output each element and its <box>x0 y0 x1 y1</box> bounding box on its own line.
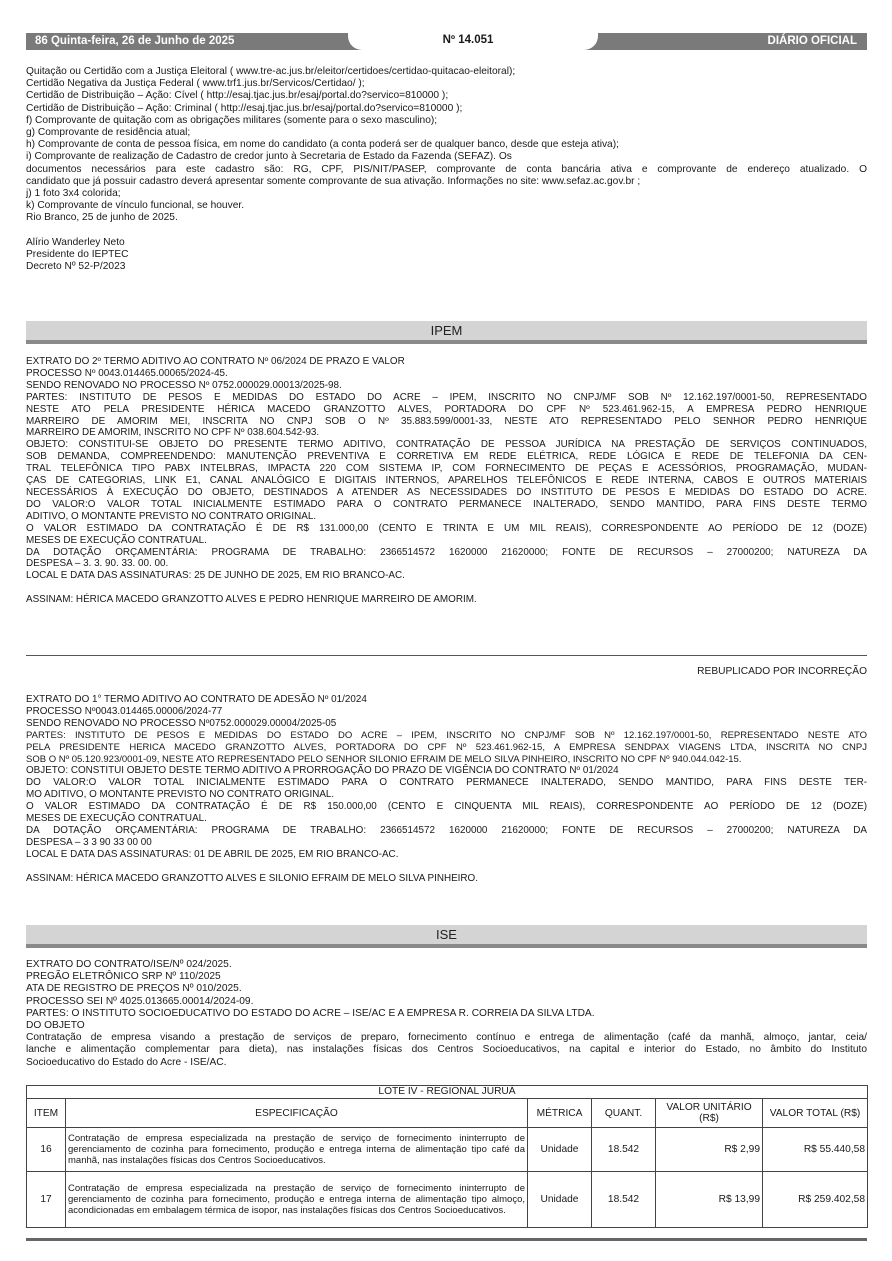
text-line: PREGÃO ELETRÔNICO SRP Nº 110/2025 <box>26 971 221 983</box>
text-line: documentos necessários para este cadastro são: RG, CPF, PIS/NIT/PASEP, comprovante de conta bancária ativa e comprovante de endereço atualizado. O <box>26 163 867 175</box>
text-line: LOCAL E DATA DAS ASSINATURAS: 01 DE ABRIL DE 2025, EM RIO BRANCO-AC. <box>26 848 399 860</box>
text-line: DO VALOR:O VALOR TOTAL INICIALMENTE ESTIMADO PARA O CONTRATO PERMANECE INALTERADO, SENDO MANTIDO, PARA FINS DESTE TER- <box>26 777 867 789</box>
journal-name: DIÁRIO OFICIAL <box>767 35 857 47</box>
text-line: PARTES: INSTITUTO DE PESOS E MEDIDAS DO ESTADO DO ACRE – IPEM, INSCRITO NO CNPJ/MF SOB Nº 12.162.197/0001-50, REPRESENTADO <box>26 391 867 403</box>
text-line: OBJETO: CONSTITUI-SE OBJETO DO PRESENTE TERMO ADITIVO, CONTRATAÇÃO DE PESSOA JURÍDICA NA PRESTAÇÃO DE SERVIÇOS CONTINUADOS, <box>26 439 867 451</box>
text-line: EXTRATO DO 2º TERMO ADITIVO AO CONTRATO Nº 06/2024 DE PRAZO E VALOR <box>26 356 405 367</box>
cell-item: 17 <box>27 1172 66 1228</box>
text-line: DA DOTAÇÃO ORÇAMENTÁRIA: PROGRAMA DE TRABALHO: 2366514572 1620000 21620000; FONTE DE RECURSOS – 27000200; NATUREZA DA <box>26 546 867 558</box>
text-line: g) Comprovante de residência atual; <box>26 127 191 139</box>
cell-metric: Unidade <box>528 1128 592 1172</box>
cell-total-value: R$ 259.402,58 <box>763 1172 868 1228</box>
page-header <box>26 33 867 50</box>
header-metric: MÉTRICA <box>528 1099 592 1128</box>
text-line: i) Comprovante de realização de Cadastro de credor junto à Secretaria de Estado da Fazenda (SEFAZ). Os <box>26 151 512 163</box>
cell-unit-value: R$ 2,99 <box>656 1128 763 1172</box>
signatories: ASSINAM: HÉRICA MACEDO GRANZOTTO ALVES E SILONIO EFRAIM DE MELO SILVA PINHEIRO. <box>26 872 478 884</box>
text-line: PROCESSO Nº 0043.014465.00065/2024-45. <box>26 367 228 379</box>
section-header-ise <box>26 925 867 948</box>
text-line: SENDO RENOVADO NO PROCESSO Nº 0752.000029.00013/2025-98. <box>26 379 342 391</box>
text-line: Rio Branco, 25 de junho de 2025. <box>26 212 178 224</box>
text-line: SENDO RENOVADO NO PROCESSO Nº0752.000029.00004/2025-05 <box>26 717 337 729</box>
header-total-value: VALOR TOTAL (R$) <box>763 1099 868 1128</box>
header-unit-value: VALOR UNITÁRIO (R$) <box>656 1099 763 1128</box>
text-line: PARTES: INSTITUTO DE PESOS E MEDIDAS DO ESTADO DO ACRE – IPEM, INSCRITO NO CNPJ/MF SOB Nº 12.162.197/0001-50, REPRESENTADO NESTE ATO <box>26 729 867 741</box>
cell-spec: Contratação de empresa especializada na prestação de serviço de fornecimento ininterrupto de gerenciamento de cozinha para fornecimento, produção e entrega interna de alimentação tipo café da manhã, nas instalações físicas dos Centros Socioeducativos. <box>66 1128 528 1172</box>
text-line: k) Comprovante de vínculo funcional, se houver. <box>26 200 245 212</box>
cell-metric: Unidade <box>528 1172 592 1228</box>
page-number-date: 86 Quinta-feira, 26 de Junho de 2025 <box>35 35 235 47</box>
text-line: NECESSÁRIOS À EXECUÇÃO DO OBJETO, DESTINADOS A ATENDER AS NECESSIDADES DO INSTITUTO DE PESOS E MEDIDAS DO ESTADO DO ACRE. <box>26 486 867 498</box>
text-line: Socioeducativo do Estado do Acre - ISE/AC. <box>26 1056 227 1068</box>
text-line: EXTRATO DO CONTRATO/ISE/Nº 024/2025. <box>26 959 232 970</box>
cell-unit-value: R$ 13,99 <box>656 1172 763 1228</box>
requirements-list <box>26 66 867 273</box>
text-line: Certidão Negativa da Justiça Federal ( www.trf1.jus.br/Servicos/Certidao/ ); <box>26 78 365 90</box>
text-line: Contratação de empresa visando a prestação de serviços de preparo, fornecimento contínuo e entrega de alimentação (café da manhã, almoço, jantar, ceia/ <box>26 1032 867 1044</box>
cell-spec: Contratação de empresa especializada na prestação de serviço de fornecimento ininterrupto de gerenciamento de cozinha para fornecimento, produção e entrega interna de alimentação tipo almoço, acondicionadas em embalagem térmica de isopor, nas instalações físicas dos Centros Socioeducativos. <box>66 1172 528 1228</box>
text-line: O VALOR ESTIMADO DA CONTRATAÇÃO É DE R$ 131.000,00 (CENTO E TRINTA E UM MIL REAIS), CORRESPONDENTE AO PERÍODO DE 12 (DOZE) <box>26 522 867 534</box>
header-qty: QUANT. <box>592 1099 656 1128</box>
cell-item: 16 <box>27 1128 66 1172</box>
text-line: SOB O Nº 05.120.923/0001-09, NESTE ATO REPRESENTADO PELO SENHOR SILONIO EFRAIM DE MELO SILVA PINHEIRO, INSCRITO NO CPF Nº 940.044.042-15. <box>26 753 742 765</box>
table-row <box>27 1128 868 1172</box>
divider <box>26 655 867 656</box>
text-line: PROCESSO SEI Nº 4025.013665.00014/2024-09. <box>26 995 254 1007</box>
text-line: lanche e alimentação complementar para dieta), nas instalações físicas dos Centros Socioeducativos, na capital e interior do Estado, no âmbito do Instituto <box>26 1044 867 1056</box>
text-line: MARREIRO DE AMORIM, INSCRITO NO CPF Nº 038.604.542-93. <box>26 427 320 439</box>
text-line: PELA PRESIDENTE HERICA MACEDO GRANZOTTO ALVES, PORTADORA DO CPF Nº 523.461.962-15, A EMPRESA SENDPAX VIAGENS LTDA, INSCRITA NO CNPJ <box>26 741 867 753</box>
edition-number: Nº 14.051 <box>442 34 494 46</box>
text-line: TRAL TELEFÔNICA TIPO PABX INTELBRAS, IMPACTA 220 COM SISTEMA IP, COM FORNECIMENTO DE PEÇAS E ACESSÓRIOS, PROGRAMAÇÃO, MUDAN- <box>26 463 867 475</box>
ipem-extract-1 <box>26 356 867 606</box>
ise-extract <box>26 959 867 1069</box>
header-spec: ESPECIFICAÇÃO <box>66 1099 528 1128</box>
text-line: Certidão de Distribuição – Ação: Criminal ( http://esaj.tjac.jus.br/esaj/portal.do?servico=810000 ); <box>26 102 463 114</box>
text-line: PROCESSO Nº0043.014465.00006/2024-77 <box>26 705 223 717</box>
signatory-decree: Decreto Nº 52-P/2023 <box>26 261 126 273</box>
cell-qty: 18.542 <box>592 1172 656 1228</box>
footer-rule <box>26 1238 867 1241</box>
lote-table <box>26 1085 868 1228</box>
text-line: EXTRATO DO 1° TERMO ADITIVO AO CONTRATO DE ADESÃO Nº 01/2024 <box>26 694 367 705</box>
text-line: DO VALOR:O VALOR TOTAL INICIALMENTE ESTIMADO PARA O CONTRATO PERMANECE INALTERADO, SENDO MANTIDO, PARA FINS DESTE TERMO <box>26 498 867 510</box>
text-line: DO OBJETO <box>26 1020 85 1032</box>
text-line: DESPESA – 3 3 90 33 00 00 <box>26 836 152 848</box>
section-title: IPEM <box>430 323 463 338</box>
text-line: MESES DE EXECUÇÃO CONTRATUAL. <box>26 534 207 546</box>
text-line: ATA DE REGISTRO DE PREÇOS Nº 010/2025. <box>26 983 242 995</box>
text-line: ADITIVO, O MONTANTE PREVISTO NO CONTRATO ORIGINAL. <box>26 510 317 522</box>
ipem-extract-2 <box>26 694 867 884</box>
header-item: ITEM <box>27 1099 66 1128</box>
table-row <box>27 1172 868 1228</box>
text-line: Certidão de Distribuição – Ação: Cível ( http://esaj.tjac.jus.br/esaj/portal.do?servico=810000 ); <box>26 90 449 102</box>
text-line: MESES DE EXECUÇÃO CONTRATUAL. <box>26 813 207 825</box>
signatories: ASSINAM: HÉRICA MACEDO GRANZOTTO ALVES E PEDRO HENRIQUE MARREIRO DE AMORIM. <box>26 594 477 606</box>
text-line: O VALOR ESTIMADO DA CONTRATAÇÃO É DE R$ 150.000,00 (CENTO E CINQUENTA MIL REAIS), CORRESPONDENTE AO PERÍODO DE 12 (DOZE) <box>26 801 867 813</box>
signatory-name: Alírio Wanderley Neto <box>26 236 125 248</box>
text-line: h) Comprovante de conta de pessoa física, em nome do candidato (a conta poderá ser de qualquer banco, desde que esteja ativa); <box>26 139 619 151</box>
section-header-ipem <box>26 321 867 344</box>
cell-qty: 18.542 <box>592 1128 656 1172</box>
text-line: ÇAS DE CATEGORIAS, LINK E1, CANAL ANALÓGICO E DIGITAIS INTERNOS, APARELHOS TELEFÔNICOS E REDE INTERNA, CABOS E OUTROS MATERIAIS <box>26 475 867 487</box>
table-caption: LOTE IV - REGIONAL JURUÁ <box>27 1086 868 1099</box>
text-line: PARTES: O INSTITUTO SOCIOEDUCATIVO DO ESTADO DO ACRE – ISE/AC E A EMPRESA R. CORREIA DA SILVA LTDA. <box>26 1007 595 1019</box>
text-line: OBJETO: CONSTITUI OBJETO DESTE TERMO ADITIVO A PRORROGAÇÃO DO PRAZO DE VIGÊNCIA DO CONTRATO Nº 01/2024 <box>26 765 619 777</box>
text-line: LOCAL E DATA DAS ASSINATURAS: 25 DE JUNHO DE 2025, EM RIO BRANCO-AC. <box>26 570 405 582</box>
text-line: DESPESA – 3. 3. 90. 33. 00. 00. <box>26 558 169 570</box>
text-line: candidato que já possuir cadastro deverá apresentar somente comprovante de sua ativação. Informações no site: www.sefaz.ac.gov.br ; <box>26 175 641 187</box>
text-line: NESTE ATO PELA PRESIDENTE HÉRICA MACEDO GRANZOTTO ALVES, PORTADORA DO CPF Nº 523.461.962-15, A EMPRESA PEDRO HENRIQUE <box>26 403 867 415</box>
text-line: SOB DEMANDA, COMPREENDENDO: MANUTENÇÃO PREVENTIVA E CORRETIVA EM REDE ELÉTRICA, REDE LÓGICA E REDE DE TELEFONIA DA CEN- <box>26 451 867 463</box>
text-line: Quitação ou Certidão com a Justiça Eleitoral ( www.tre-ac.jus.br/eleitor/certidoes/certidao-quitacao-eleitoral); <box>26 66 516 77</box>
text-line: MO ADITIVO, O MONTANTE PREVISTO NO CONTRATO ORIGINAL. <box>26 789 335 801</box>
text-line: j) 1 foto 3x4 colorida; <box>26 188 121 200</box>
text-line: MARREIRO DE AMORIM MEI, INSCRITA NO CNPJ SOB O Nº 35.883.599/0001-33, NESTE ATO REPRESENTADO PELO SENHOR PEDRO HENRIQUE <box>26 415 867 427</box>
section-title: ISE <box>436 927 457 942</box>
signatory-role: Presidente do IEPTEC <box>26 249 129 261</box>
cell-total-value: R$ 55.440,58 <box>763 1128 868 1172</box>
text-line: f) Comprovante de quitação com as obrigações militares (somente para o sexo masculino); <box>26 114 438 126</box>
republished-note: REBUPLICADO POR INCORREÇÃO <box>697 666 867 677</box>
text-line: DA DOTAÇÃO ORÇAMENTÁRIA: PROGRAMA DE TRABALHO: 2366514572 1620000 21620000; FONTE DE RECURSOS – 27000200; NATUREZA DA <box>26 824 867 836</box>
